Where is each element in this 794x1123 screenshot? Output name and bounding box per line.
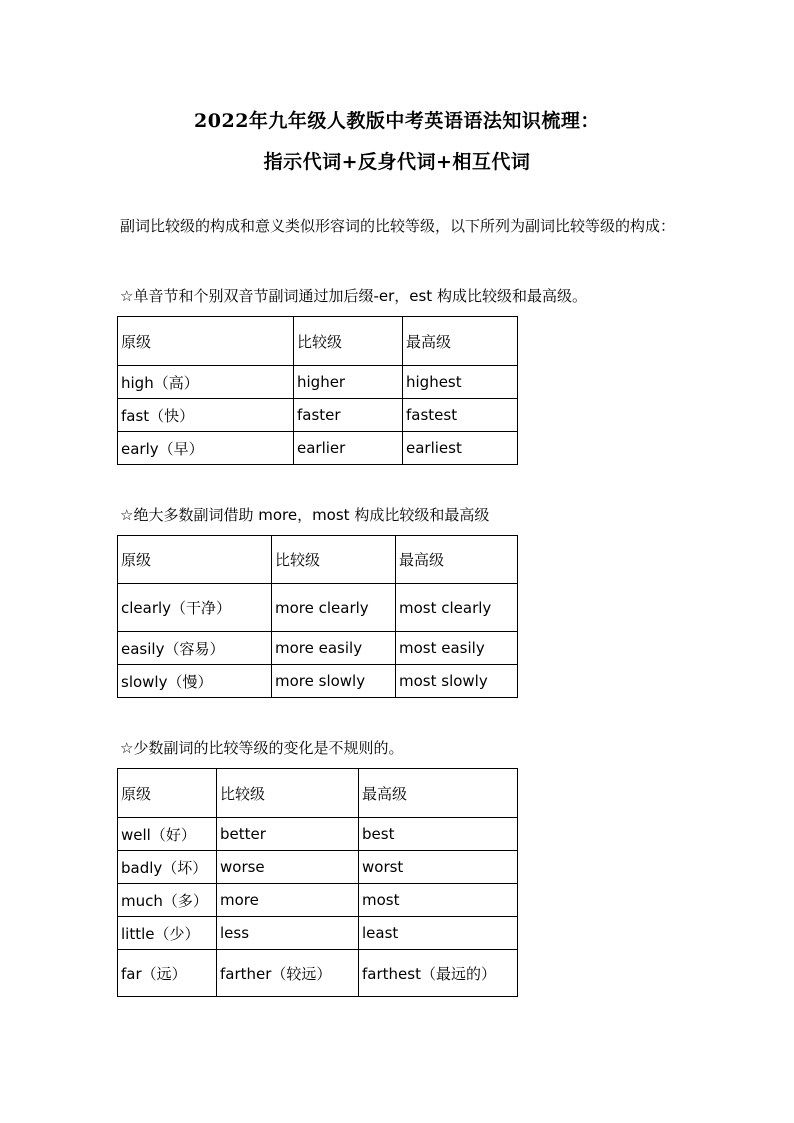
table-cell: most slowly	[396, 665, 518, 698]
table-irregular	[117, 768, 518, 997]
table-cell: more clearly	[272, 584, 396, 632]
table-cell: best	[359, 818, 518, 851]
table-cell: least	[359, 917, 518, 950]
table-cell: fastest	[403, 399, 518, 432]
table-cell: higher	[294, 366, 403, 399]
table-cell: much（多）	[118, 884, 217, 917]
table-cell: highest	[403, 366, 518, 399]
table-cell: less	[217, 917, 359, 950]
table-cell: well（好）	[118, 818, 217, 851]
table-row	[118, 399, 518, 432]
table-cell: earliest	[403, 432, 518, 465]
title-line-2: 指示代词+反身代词+相互代词	[263, 151, 531, 173]
table-cell: earlier	[294, 432, 403, 465]
table-row	[118, 366, 518, 399]
table-cell: easily（容易）	[118, 632, 272, 665]
table-cell: far（远）	[118, 950, 217, 997]
table-cell: more slowly	[272, 665, 396, 698]
table-header-row	[118, 769, 518, 818]
table-cell: better	[217, 818, 359, 851]
table-cell: most	[359, 884, 518, 917]
header-cell: 原级	[118, 536, 272, 584]
table-cell: badly（坏）	[118, 851, 217, 884]
table-cell: little（少）	[118, 917, 217, 950]
table-cell: worst	[359, 851, 518, 884]
section-1-note: ☆单音节和个别双音节副词通过加后缀-er，est 构成比较级和最高级。	[120, 287, 587, 305]
section-3-note: ☆少数副词的比较等级的变化是不规则的。	[120, 739, 404, 757]
table-row	[118, 665, 518, 698]
table-row	[118, 632, 518, 665]
table-cell: more easily	[272, 632, 396, 665]
table-cell: faster	[294, 399, 403, 432]
table-cell: farther（较远）	[217, 950, 359, 997]
table-cell: most easily	[396, 632, 518, 665]
header-cell: 最高级	[403, 317, 518, 366]
header-cell: 比较级	[272, 536, 396, 584]
table-header-row	[118, 536, 518, 584]
section-2-note: ☆绝大多数副词借助 more，most 构成比较级和最高级	[120, 506, 490, 524]
header-cell: 最高级	[396, 536, 518, 584]
table-cell: clearly（干净）	[118, 584, 272, 632]
header-cell: 原级	[118, 769, 217, 818]
table-cell: high（高）	[118, 366, 294, 399]
table-row	[118, 917, 518, 950]
table-more-most	[117, 535, 518, 698]
header-cell: 原级	[118, 317, 294, 366]
table-cell: slowly（慢）	[118, 665, 272, 698]
table-cell: more	[217, 884, 359, 917]
header-cell: 比较级	[294, 317, 403, 366]
table-header-row	[118, 317, 518, 366]
header-cell: 最高级	[359, 769, 518, 818]
title-line-1: 2022年九年级人教版中考英语语法知识梳理：	[194, 110, 600, 132]
table-row	[118, 884, 518, 917]
table-cell: fast（快）	[118, 399, 294, 432]
table-cell: early（早）	[118, 432, 294, 465]
table-cell: worse	[217, 851, 359, 884]
table-regular-er-est	[117, 316, 518, 465]
table-row	[118, 584, 518, 632]
table-cell: most clearly	[396, 584, 518, 632]
table-cell: farthest（最远的）	[359, 950, 518, 997]
header-cell: 比较级	[217, 769, 359, 818]
table-row	[118, 851, 518, 884]
table-row	[118, 950, 518, 997]
intro-paragraph: 副词比较级的构成和意义类似形容词的比较等级，以下所列为副词比较等级的构成：	[120, 217, 676, 235]
table-row	[118, 432, 518, 465]
table-row	[118, 818, 518, 851]
